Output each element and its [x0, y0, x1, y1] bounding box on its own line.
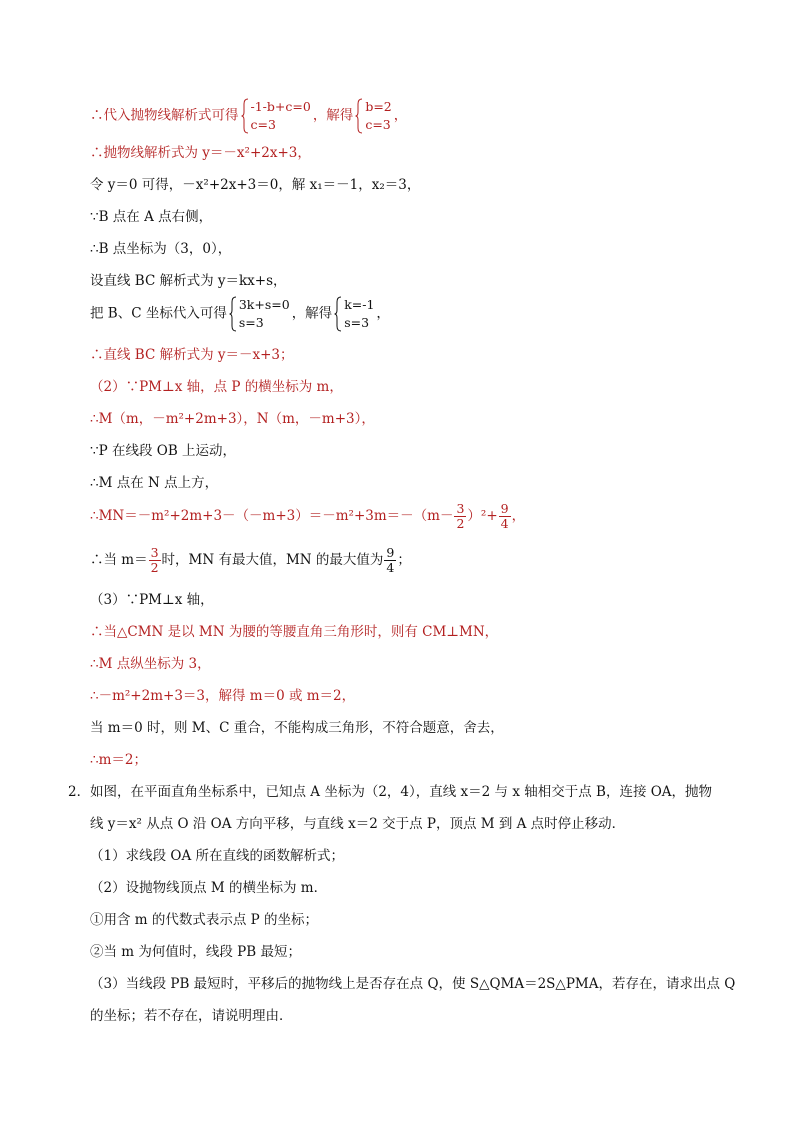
solution-line-15: （3）∵PM⊥x 轴， — [90, 592, 214, 608]
equation: s=3 — [344, 315, 370, 330]
numerator: 3 — [150, 545, 159, 560]
question-2-line-5: ①用含 m 的代数式表示点 P 的坐标； — [90, 912, 319, 928]
equation: c=3 — [365, 117, 391, 132]
brace-icon — [355, 98, 363, 134]
equation: k=-1 — [344, 297, 375, 312]
solution-line-7 — [90, 296, 390, 332]
fraction — [454, 502, 466, 531]
equation-system — [229, 296, 290, 332]
denominator: 2 — [150, 560, 159, 575]
fraction — [384, 546, 396, 575]
solution-line-17: ∴M 点纵坐标为 3， — [90, 656, 211, 672]
solution-line-14 — [90, 546, 411, 575]
equation: -1-b+c=0 — [250, 99, 311, 114]
solution-line-18: ∴－m²+2m+3＝3，解得 m＝0 或 m＝2， — [90, 688, 356, 704]
question-2-line-2: 线 y＝x² 从点 O 沿 OA 方向平移，与直线 x＝2 交于点 P，顶点 M 到 A 点时停止移动． — [90, 816, 626, 832]
text: ）²+ — [467, 508, 498, 524]
text: ，解得 — [312, 107, 354, 124]
solution-line-19: 当 m＝0 时，则 M、C 重合，不能构成三角形，不符合题意，舍去， — [90, 720, 504, 736]
equation: s=3 — [238, 315, 264, 330]
question-2-number: 2． — [68, 784, 91, 800]
text: ∴MN＝－m²+2m+3－（－m+3）＝－m²+3m＝－（m－ — [90, 508, 454, 524]
numerator: 3 — [456, 501, 465, 516]
solution-line-3: 令 y＝0 可得，－x²+2x+3＝0，解 x₁＝－1，x₂＝3， — [90, 177, 421, 193]
solution-line-10: ∴M（m，－m²+2m+3），N（m，－m+3）， — [90, 411, 375, 427]
text: ，解得 — [291, 305, 333, 322]
text: ∴当 m＝ — [90, 552, 148, 568]
solution-line-6: 设直线 BC 解析式为 y＝kx+s， — [90, 273, 287, 289]
solution-line-9: （2）∵PM⊥x 轴，点 P 的横坐标为 m， — [90, 379, 343, 395]
denominator: 4 — [386, 560, 395, 575]
equation: b=2 — [365, 99, 392, 114]
equation-system — [355, 98, 391, 134]
question-2-line-1: 如图，在平面直角坐标系中，已知点 A 坐标为（2，4），直线 x＝2 与 x 轴相交于点 B，连接 OA，抛物 — [90, 784, 713, 800]
brace-icon — [334, 296, 342, 332]
text: 把 B、C 坐标代入可得 — [90, 305, 227, 322]
solution-line-5: ∴B 点坐标为（3，0）， — [90, 241, 232, 257]
equation-system — [334, 296, 374, 332]
question-2-line-4: （2）设抛物线顶点 M 的横坐标为 m． — [90, 880, 328, 896]
question-2-line-8: 的坐标；若不存在，请说明理由． — [90, 1008, 293, 1024]
solution-line-2: ∴抛物线解析式为 y＝－x²+2x+3， — [90, 145, 311, 161]
denominator: 2 — [456, 516, 465, 531]
solution-line-11: ∵P 在线段 OB 上运动， — [90, 443, 237, 459]
solution-line-20: ∴m＝2； — [90, 752, 147, 768]
solution-line-12: ∴M 点在 N 点上方， — [90, 475, 219, 491]
denominator: 4 — [500, 516, 509, 531]
text: ∴代入抛物线解析式可得 — [90, 107, 239, 124]
question-2-line-7: （3）当线段 PB 最短时，平移后的抛物线上是否存在点 Q，使 S△QMA＝2S△PMA，若存在，请求出点 Q — [90, 976, 736, 992]
solution-line-16: ∴当△CMN 是以 MN 为腰的等腰直角三角形时，则有 CM⊥MN， — [90, 624, 499, 640]
fraction — [149, 546, 161, 575]
text: 时，MN 有最大值，MN 的最大值为 — [161, 552, 384, 568]
brace-icon — [229, 296, 237, 332]
numerator: 9 — [386, 545, 395, 560]
fraction — [499, 502, 511, 531]
solution-line-4: ∵B 点在 A 点右侧， — [90, 209, 213, 225]
text: ； — [397, 552, 411, 568]
equation: c=3 — [250, 117, 276, 132]
solution-line-1 — [90, 98, 407, 134]
numerator: 9 — [500, 501, 509, 516]
question-2-line-3: （1）求线段 OA 所在直线的函数解析式； — [90, 848, 344, 864]
text: ， — [376, 305, 390, 322]
question-2-line-6: ②当 m 为何值时，线段 PB 最短； — [90, 944, 301, 960]
text: ， — [511, 508, 526, 524]
brace-icon — [241, 98, 249, 134]
equation-system — [241, 98, 311, 134]
solution-line-8: ∴直线 BC 解析式为 y＝－x+3； — [90, 347, 294, 363]
equation: 3k+s=0 — [238, 297, 290, 312]
text: ， — [393, 107, 408, 124]
solution-line-13 — [90, 502, 525, 531]
